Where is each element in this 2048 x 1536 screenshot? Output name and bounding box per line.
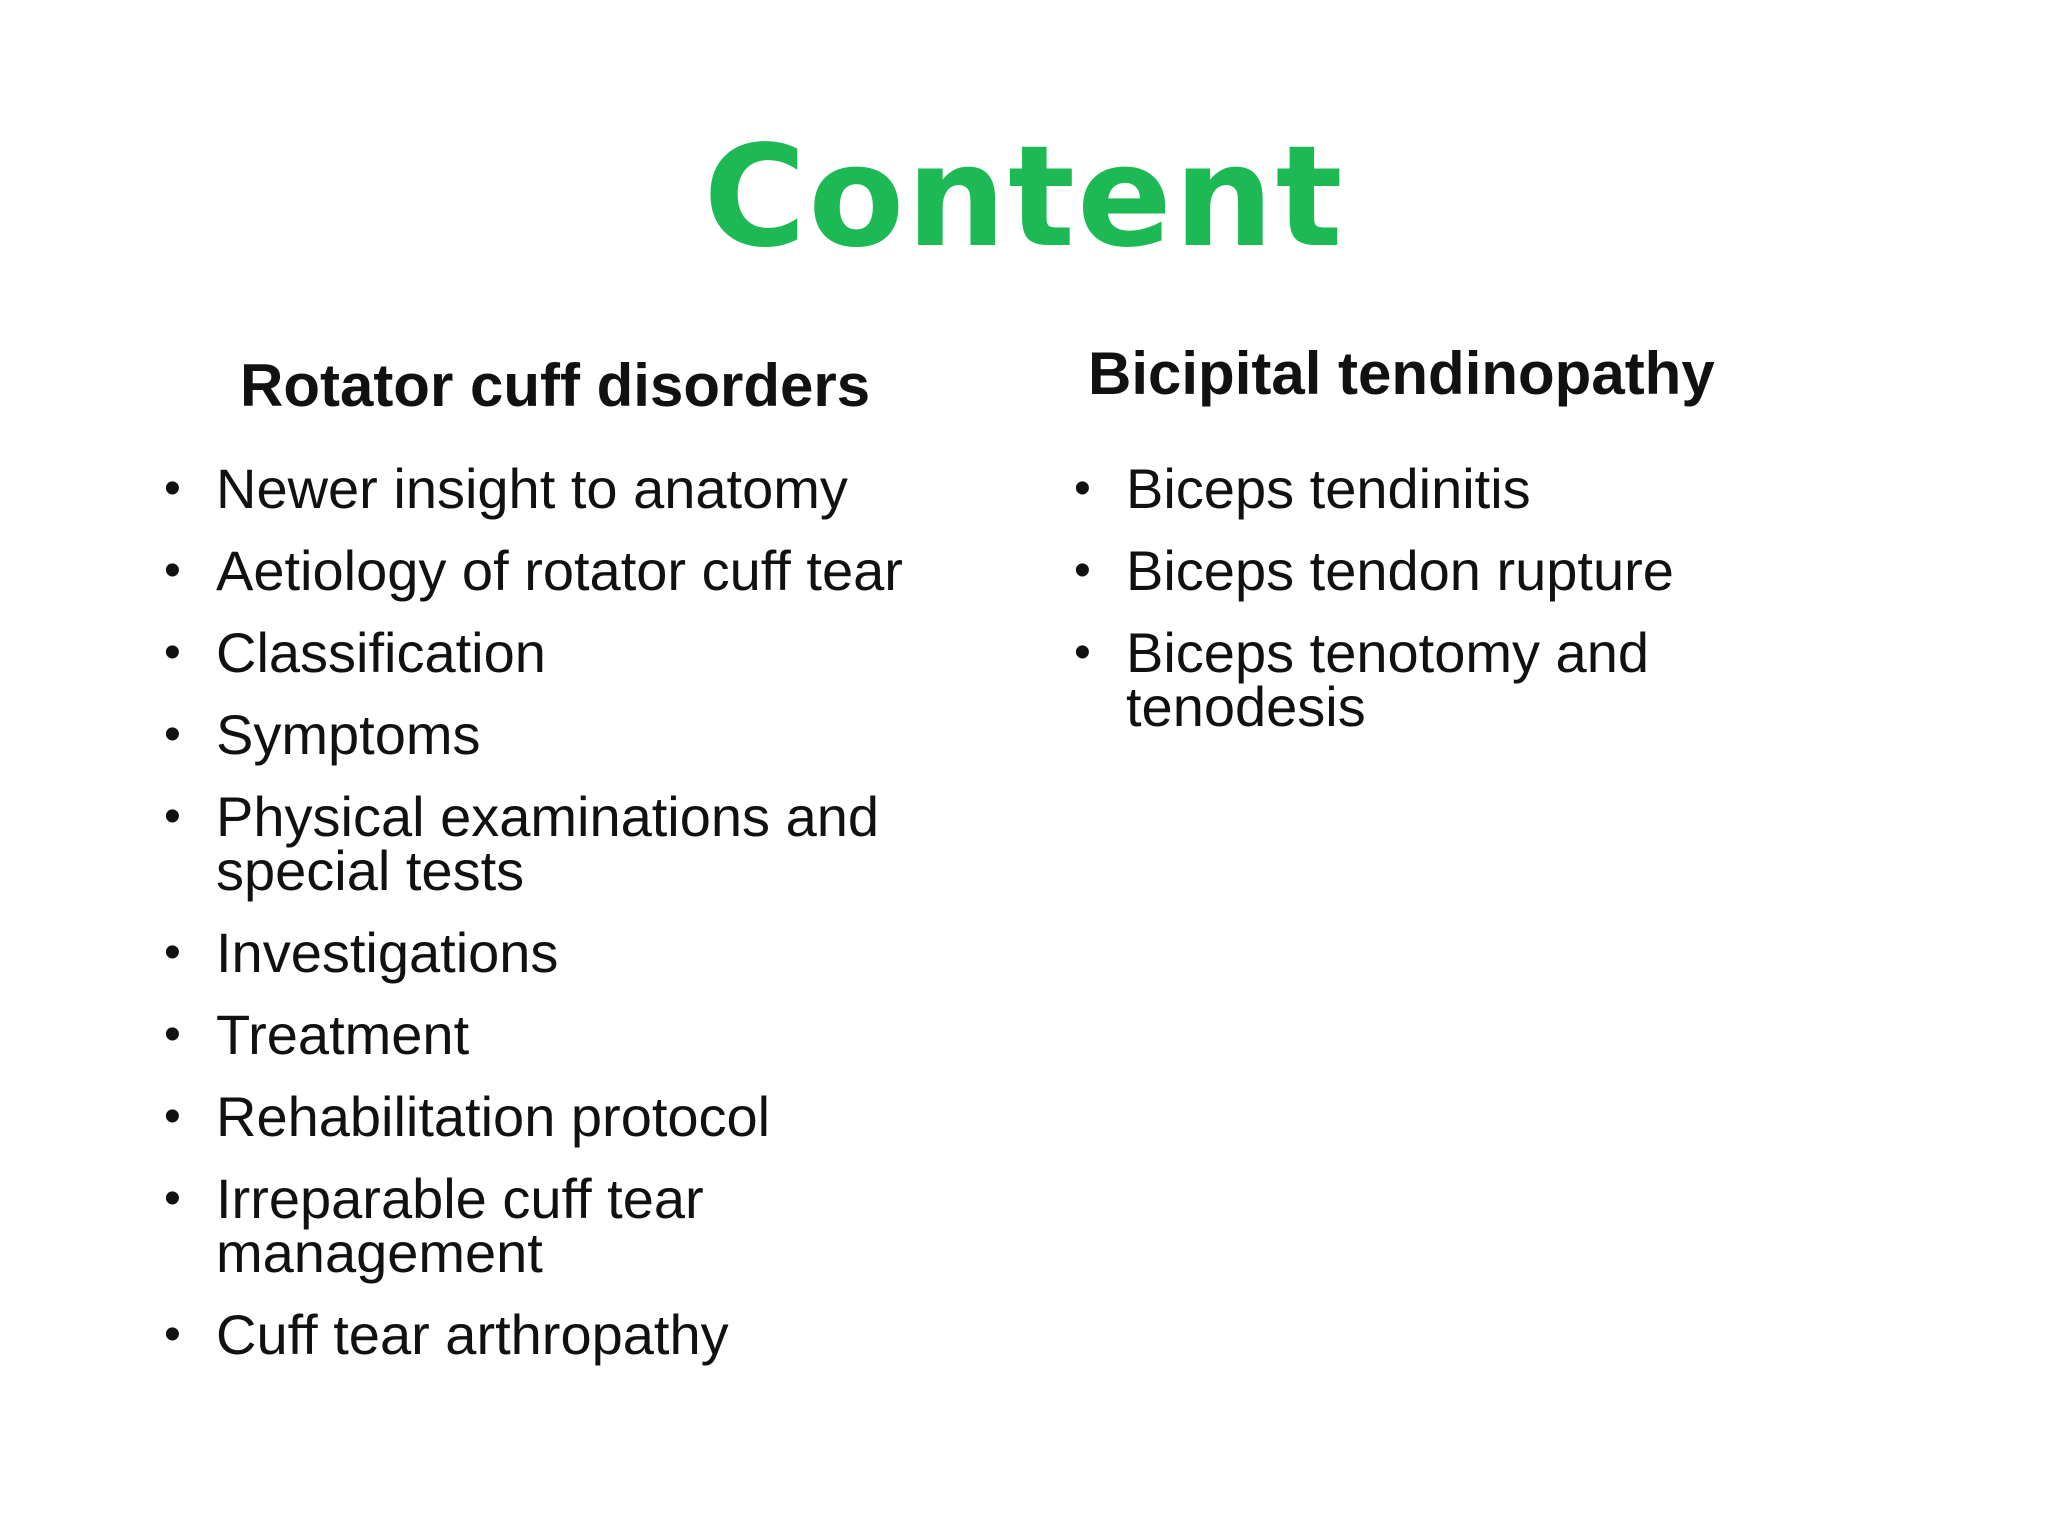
list-item: [150, 1085, 990, 1148]
list-item-text: Biceps tendinitis: [1126, 457, 1531, 520]
bullet-icon: •: [164, 1308, 181, 1361]
list-item-text: Newer insight to anatomy: [216, 457, 848, 520]
list-item-text: Biceps tendon rupture: [1126, 539, 1674, 602]
bullet-icon: •: [164, 626, 181, 679]
bullet-icon: •: [164, 1172, 181, 1225]
right-column: [1060, 338, 1900, 762]
bullet-icon: •: [1074, 462, 1091, 515]
bullet-icon: •: [164, 462, 181, 515]
list-item-text: Cuff tear arthropathy: [216, 1303, 729, 1366]
list-item-text: Irreparable cuff tear management: [216, 1167, 704, 1284]
list-item: [150, 621, 990, 684]
list-item: [150, 703, 990, 766]
list-item-text: Symptoms: [216, 703, 481, 766]
list-item: [150, 1003, 990, 1066]
bullet-icon: •: [164, 790, 181, 843]
list-item: [150, 539, 990, 602]
list-item-text: Investigations: [216, 921, 559, 984]
list-item-text: Rehabilitation protocol: [216, 1085, 771, 1148]
list-item-text: Aetiology of rotator cuff tear: [216, 539, 903, 602]
slide-title: Content: [703, 116, 1345, 279]
left-column-heading: Rotator cuff disorders: [240, 352, 871, 419]
left-bullet-list: [150, 457, 990, 1366]
left-column: [150, 350, 990, 1390]
bullet-icon: •: [164, 1008, 181, 1061]
list-item: [1060, 621, 1900, 738]
bullet-icon: •: [164, 544, 181, 597]
bullet-icon: •: [164, 1090, 181, 1143]
list-item-text: Physical examinations and special tests: [216, 785, 880, 902]
list-item: [1060, 457, 1900, 520]
bullet-icon: •: [164, 708, 181, 761]
bullet-icon: •: [1074, 626, 1091, 679]
bullet-icon: •: [1074, 544, 1091, 597]
list-item-text: Classification: [216, 621, 546, 684]
list-item: [150, 785, 990, 902]
bullet-icon: •: [164, 926, 181, 979]
right-column-heading: Bicipital tendinopathy: [1088, 340, 1715, 407]
list-item-text: Treatment: [216, 1003, 470, 1066]
list-item: [150, 1167, 990, 1284]
list-item: [1060, 539, 1900, 602]
list-item: [150, 921, 990, 984]
list-item-text: Biceps tenotomy and tenodesis: [1126, 621, 1649, 738]
right-bullet-list: [1060, 457, 1900, 738]
list-item: [150, 1303, 990, 1366]
list-item: [150, 457, 990, 520]
